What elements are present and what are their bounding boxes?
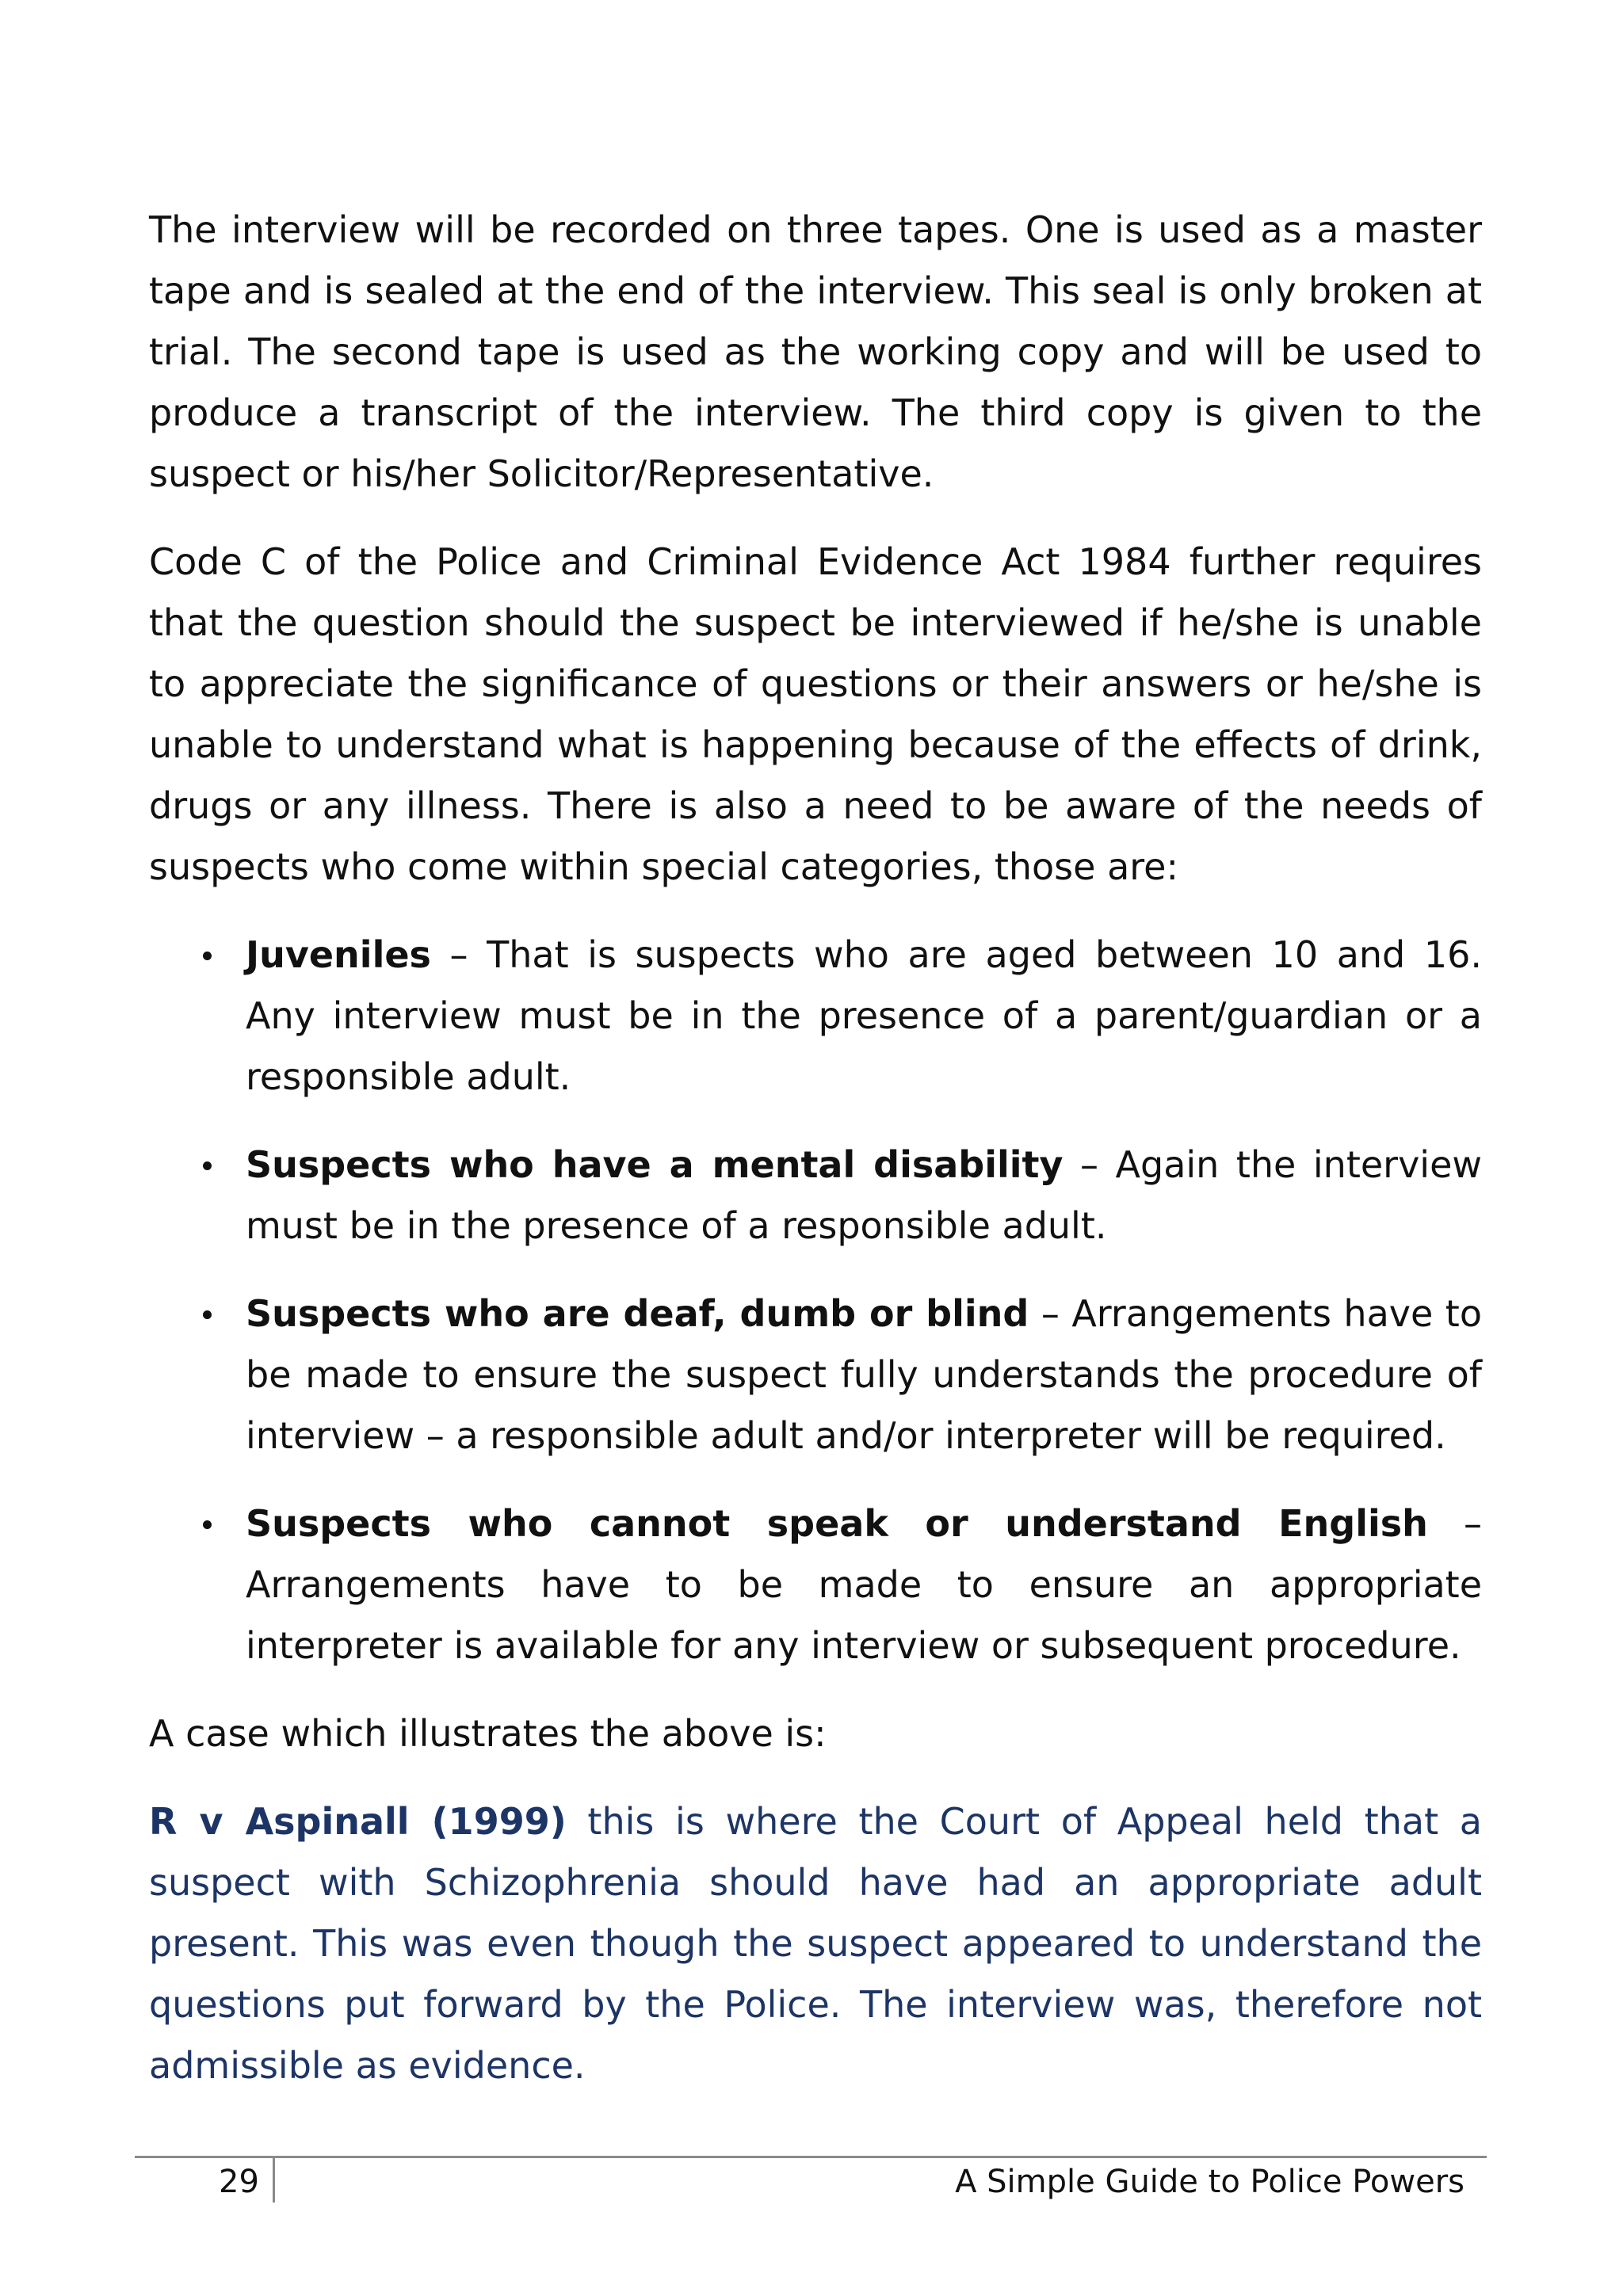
list-item-text: – That is suspects who are aged between 10 and 16. Any interview must be in the presence of a parent/guardian or a responsible adult. <box>246 933 1482 1098</box>
footer-separator <box>273 2158 275 2203</box>
bullet-icon <box>203 1310 212 1319</box>
page-number: 29 <box>219 2164 259 2200</box>
special-categories-list <box>149 925 1482 1676</box>
paragraph-code-c: Code C of the Police and Criminal Evidence Act 1984 further requires that the question should the suspect be interviewed if he/she is unable to appreciate the significance of questions or their answers or he/she is unable to understand what is happening because of the effects of drink, drugs or any illness. There is also a need to be aware of the needs of suspects who come within special categories, those are: <box>149 540 1482 888</box>
list-item-title: Juveniles <box>246 933 431 976</box>
bullet-icon <box>203 1161 212 1170</box>
case-citation <box>149 1791 1482 2096</box>
case-text: this is where the Court of Appeal held that a suspect with Schizophrenia should have had an appropriate adult present. This was even though the suspect appeared to understand the questions put forward by the Police. The interview was, therefore not admissible as evidence. <box>149 1800 1482 2087</box>
footer-divider <box>135 2156 1487 2158</box>
list-item-title: Suspects who cannot speak or understand English <box>246 1502 1428 1545</box>
bullet-icon <box>203 952 212 960</box>
list-item-title: Suspects who have a mental disability <box>246 1143 1064 1186</box>
list-item-title: Suspects who are deaf, dumb or blind <box>246 1292 1029 1335</box>
list-item <box>149 925 1482 1108</box>
list-item-text: – Arrangements have to be made to ensure the suspect fully understands the procedure of interview – a responsible adult and/or interpreter will be required. <box>246 1292 1482 1457</box>
case-name: R v Aspinall (1999) <box>149 1800 567 1843</box>
bullet-icon <box>203 1520 212 1529</box>
list-item <box>149 1283 1482 1466</box>
list-item <box>149 1135 1482 1257</box>
paragraph-case-intro: A case which illustrates the above is: <box>149 1712 827 1755</box>
body-text <box>149 200 1482 2123</box>
list-item <box>149 1493 1482 1676</box>
footer-title: A Simple Guide to Police Powers <box>955 2164 1465 2200</box>
paragraph-tapes: The interview will be recorded on three tapes. One is used as a master tape and is sealed at the end of the interview. This seal is only broken at trial. The second tape is used as the working copy and will be used to produce a transcript of the interview. The third copy is given to the suspect or his/her Solicitor/Representative. <box>149 208 1482 495</box>
list-item-text: – Arrangements have to be made to ensure an appropriate interpreter is available for any interview or subsequent procedure. <box>246 1502 1483 1667</box>
list-item-text: – Again the interview must be in the presence of a responsible adult. <box>246 1143 1482 1247</box>
